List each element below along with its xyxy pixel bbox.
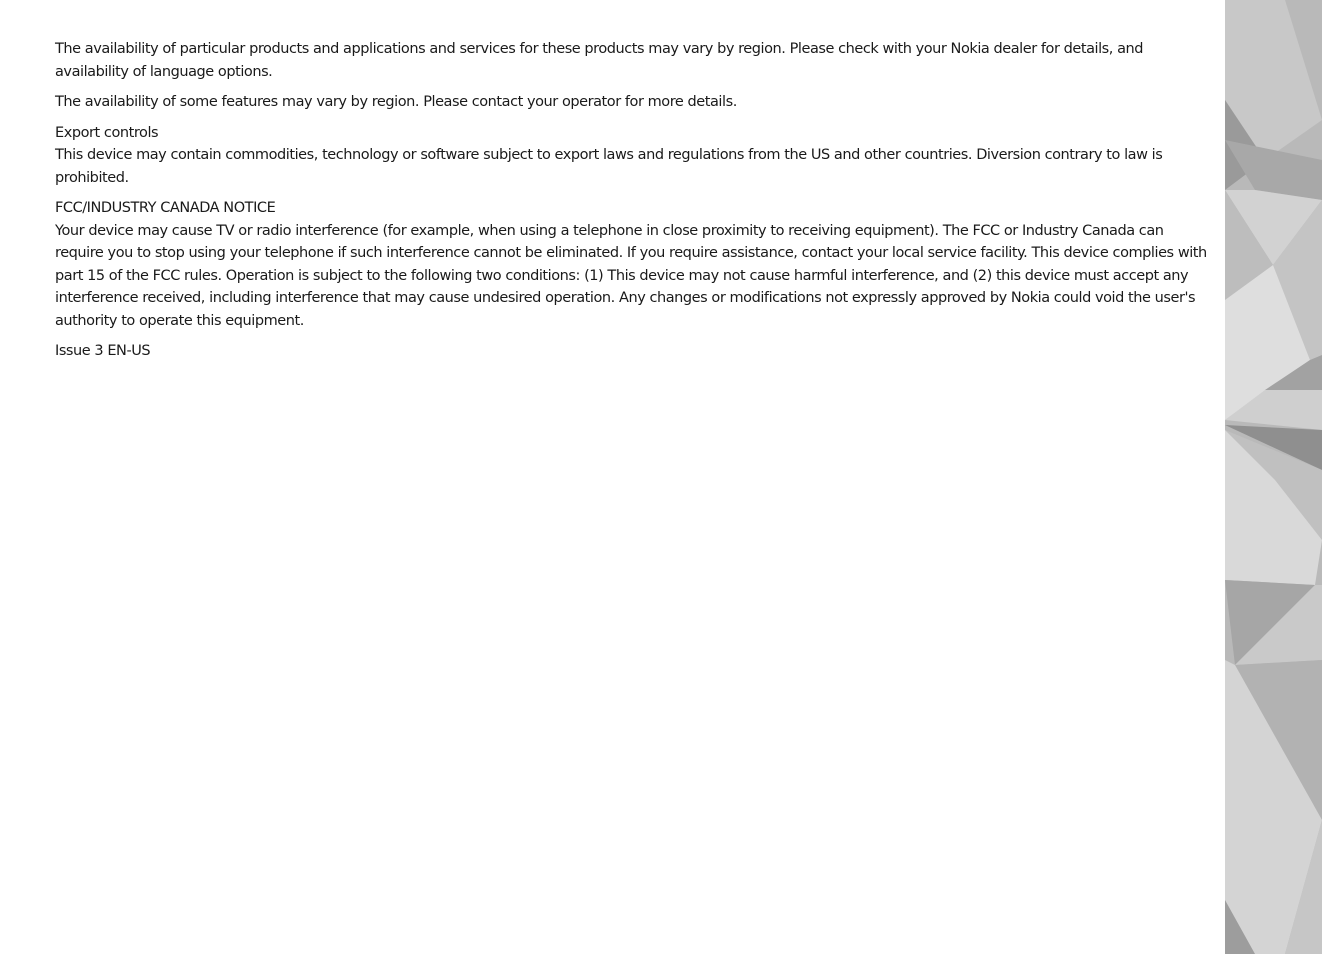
paragraph-text: Your device may cause TV or radio interference (for example, when using a telephone in close proximity to receiving equipment). The FCC or Industry Canada can require you to stop using your telephone if such interference cannot be eliminated. If you require assistance, contact your local service facility. This device complies with part 15 of the FCC rules. Operation is subject to the following two conditions: (1) This device may not cause harmful interference, and (2) this device must accept any interference received, including interference that may cause undesired operation. Any changes or modifications not expressly approved by Nokia could void the user's authority to operate this equipment. (55, 222, 1207, 329)
section-heading-export-controls: Export controls (55, 124, 159, 141)
section-fcc-notice (55, 197, 1213, 332)
paragraph-text: The availability of particular products and applications and services for these products may vary by region. Please check with your Nokia dealer for details, and availability of language options. (55, 41, 1144, 80)
section-heading-fcc-notice: FCC/INDUSTRY CANADA NOTICE (55, 200, 276, 216)
paragraph-availability-features (55, 91, 1213, 114)
paragraph-availability-products (55, 38, 1213, 83)
decorative-side-strip (1225, 0, 1322, 954)
paragraph-text: The availability of some features may vary by region. Please contact your operator for more details. (55, 94, 737, 110)
section-export-controls (55, 122, 1213, 190)
issue-label: Issue 3 EN-US (55, 343, 151, 359)
faceted-pattern-graphic (1225, 0, 1322, 954)
paragraph-text: This device may contain commodities, technology or software subject to export laws and regulations from the US and other countries. Diversion contrary to law is prohibited. (55, 147, 1163, 186)
document-body (55, 38, 1213, 371)
